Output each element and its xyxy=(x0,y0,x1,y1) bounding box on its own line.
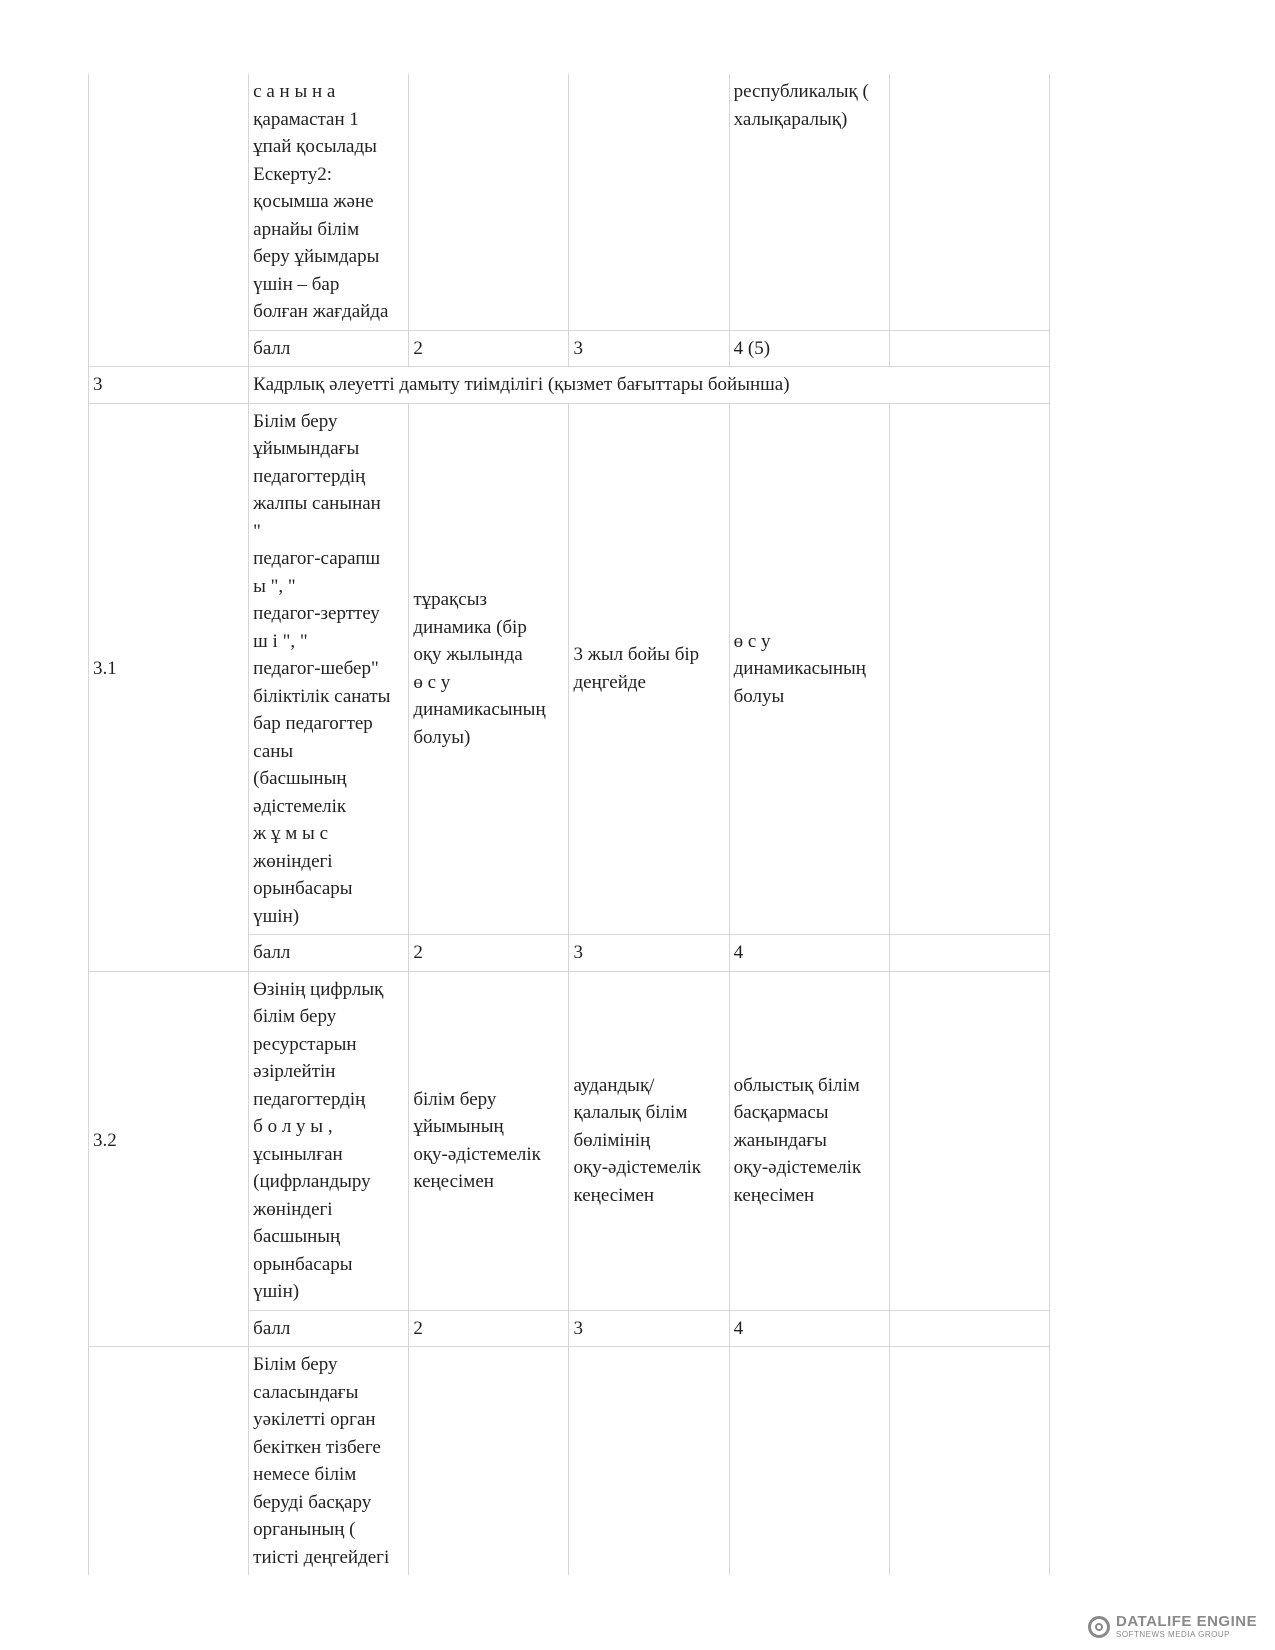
level-high-cell: облыстық білім басқармасы жанындағы оқу-әдістемелік кеңесімен xyxy=(729,971,889,1310)
watermark-title: DATALIFE ENGINE xyxy=(1116,1613,1258,1630)
table-row xyxy=(89,971,1050,1310)
level-mid-cell: аудандық/ қалалық білім бөлімінің оқу-әдістемелік кеңесімен xyxy=(569,971,729,1310)
table-row xyxy=(89,1347,1050,1576)
row-number: 3.2 xyxy=(89,971,249,1310)
score-value: 2 xyxy=(409,935,569,972)
datalife-logo-icon xyxy=(1088,1616,1110,1638)
notes-cell xyxy=(889,935,1049,972)
number-cell xyxy=(89,1310,249,1347)
notes-cell xyxy=(889,1347,1049,1576)
notes-cell xyxy=(889,74,1049,330)
level-low-cell xyxy=(409,1347,569,1576)
table-row xyxy=(89,74,1050,330)
level-low-cell xyxy=(409,74,569,330)
score-value: 4 (5) xyxy=(729,330,889,367)
section-row xyxy=(89,367,1050,404)
notes-cell xyxy=(889,971,1049,1310)
score-label: балл xyxy=(249,1310,409,1347)
level-low-cell: білім беру ұйымының оқу-әдістемелік кеңесімен xyxy=(409,971,569,1310)
notes-cell xyxy=(889,1310,1049,1347)
score-value: 3 xyxy=(569,935,729,972)
score-label: балл xyxy=(249,330,409,367)
number-cell xyxy=(89,74,249,330)
score-value: 2 xyxy=(409,330,569,367)
watermark xyxy=(1088,1614,1257,1640)
watermark-subtitle: SOFTNEWS MEDIA GROUP xyxy=(1116,1630,1231,1639)
score-value: 4 xyxy=(729,935,889,972)
number-cell xyxy=(89,935,249,972)
number-cell xyxy=(89,1347,249,1576)
level-high-cell xyxy=(729,1347,889,1576)
score-value: 3 xyxy=(569,1310,729,1347)
row-number: 3.1 xyxy=(89,403,249,935)
level-low-cell: тұрақсыз динамика (бір оқу жылында ө с у динамикасының болуы) xyxy=(409,403,569,935)
notes-cell xyxy=(889,403,1049,935)
criterion-cell: Білім беру саласындағы уәкілетті орган бекіткен тізбеге немесе білім беруді басқару органының ( тиісті деңгейдегі xyxy=(249,1347,409,1576)
section-number: 3 xyxy=(89,367,249,404)
criterion-cell: с а н ы н а қарамастан 1 ұпай қосылады Ескерту2: қосымша және арнайы білім беру ұйымдары үшін – бар болған жағдайда xyxy=(249,74,409,330)
level-mid-cell: 3 жыл бойы бір деңгейде xyxy=(569,403,729,935)
number-cell xyxy=(89,330,249,367)
score-label: балл xyxy=(249,935,409,972)
level-mid-cell xyxy=(569,1347,729,1576)
table-row xyxy=(89,403,1050,935)
notes-cell xyxy=(889,330,1049,367)
level-high-cell: ө с у динамикасының болуы xyxy=(729,403,889,935)
criterion-cell: Білім беру ұйымындағы педагогтердің жалпы санынан " педагог-сарапш ы ", " педагог-зерттеу ш і ", " педагог-шебер" біліктілік санаты бар педагогтер саны (басшының әдістемелік ж ұ м ы с жөніндегі орынбасары үшін) xyxy=(249,403,409,935)
score-value: 3 xyxy=(569,330,729,367)
level-mid-cell xyxy=(569,74,729,330)
score-row xyxy=(89,1310,1050,1347)
score-row xyxy=(89,330,1050,367)
criteria-table xyxy=(88,74,1050,1575)
level-high-cell: республикалық ( халықаралық) xyxy=(729,74,889,330)
score-value: 4 xyxy=(729,1310,889,1347)
criterion-cell: Өзінің цифрлық білім беру ресурстарын әзірлейтін педагогтердің б о л у ы , ұсынылған (цифрландыру жөніндегі басшының орынбасары үшін) xyxy=(249,971,409,1310)
section-title: Кадрлық әлеуетті дамыту тиімділігі (қызмет бағыттары бойынша) xyxy=(249,367,1050,404)
score-row xyxy=(89,935,1050,972)
score-value: 2 xyxy=(409,1310,569,1347)
